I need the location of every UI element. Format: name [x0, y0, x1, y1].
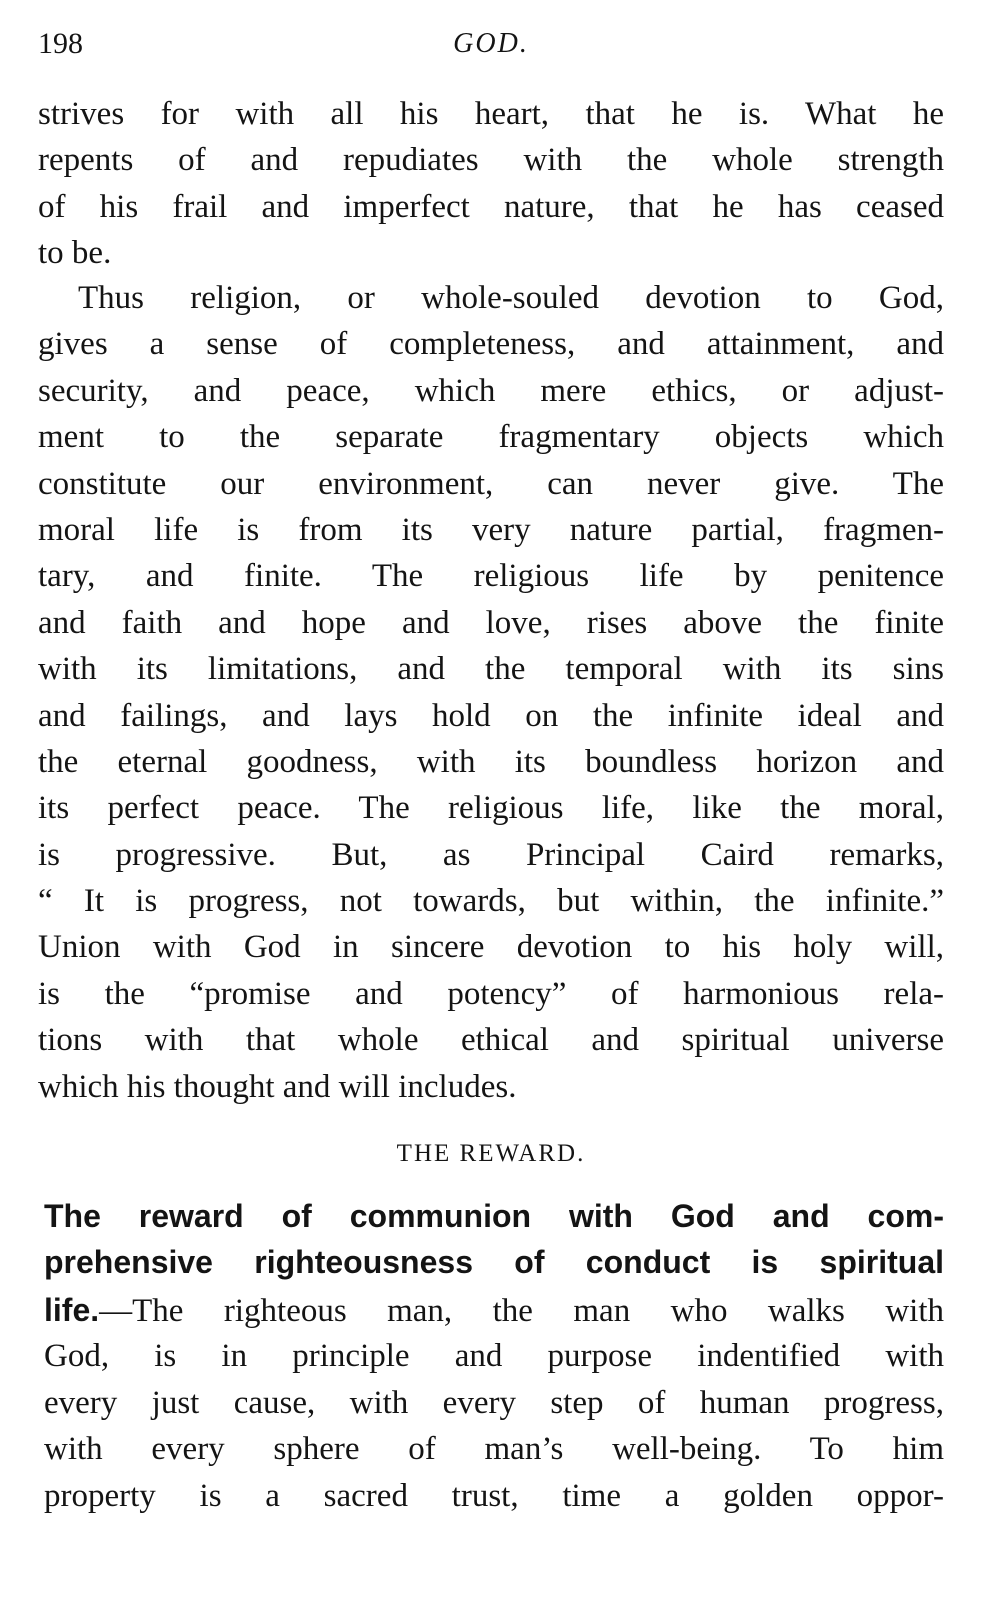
text-line-mixed	[44, 1287, 944, 1333]
text-line: “ It is progress, not towards, but within, the infinite.”	[38, 883, 944, 920]
text-line: is progressive. But, as Principal Caird remarks,	[38, 836, 944, 873]
paragraph-continued	[38, 91, 944, 277]
text-line: its perfect peace. The religious life, like the moral,	[38, 790, 944, 827]
text-line: and failings, and lays hold on the infinite ideal and	[38, 697, 944, 734]
text-line: the eternal goodness, with its boundless horizon and	[38, 743, 944, 780]
text-line: and faith and hope and love, rises above the finite	[38, 604, 944, 641]
paragraph-reward	[44, 1287, 944, 1519]
bold-text-line: prehensive righteousness of conduct is spiritual	[44, 1244, 944, 1281]
text-line: security, and peace, which mere ethics, or adjust-	[38, 372, 944, 409]
text-line: gives a sense of completeness, and attainment, and	[38, 326, 944, 363]
running-title: GOD.	[453, 28, 529, 59]
text-line: God, is in principle and purpose indentified with	[44, 1338, 944, 1375]
text-line: Thus religion, or whole-souled devotion to God,	[78, 280, 944, 316]
text-line: repents of and repudiates with the whole strength	[38, 142, 944, 179]
section-lead-bold	[44, 1193, 944, 1286]
text-line: ment to the separate fragmentary objects which	[38, 419, 944, 456]
text-line: strives for with all his heart, that he is. What he	[38, 96, 944, 132]
text-line: tions with that whole ethical and spiritual universe	[38, 1022, 944, 1059]
text-line: Union with God in sincere devotion to his holy will,	[38, 929, 944, 966]
text-line: of his frail and imperfect nature, that he has ceased	[38, 188, 944, 225]
bold-text-line: The reward of communion with God and com-	[44, 1198, 944, 1234]
section-heading: THE REWARD.	[396, 1140, 586, 1167]
paragraph-religion	[38, 275, 944, 1110]
text-line: with its limitations, and the temporal with its sins	[38, 651, 944, 688]
text-line: which his thought and will includes.	[38, 1068, 517, 1105]
text-line: tary, and finite. The religious life by penitence	[38, 558, 944, 595]
text-line: to be.	[38, 235, 112, 272]
page-number: 198	[38, 27, 83, 60]
text-run: —The righteous man, the man who walks with	[99, 1293, 944, 1329]
bold-run: life.	[44, 1292, 100, 1328]
text-line: constitute our environment, can never give. The	[38, 465, 944, 502]
text-line: every just cause, with every step of human progress,	[44, 1384, 944, 1421]
running-head	[38, 22, 944, 66]
text-line: property is a sacred trust, time a golden oppor-	[44, 1477, 944, 1514]
text-line: is the “promise and potency” of harmonious rela-	[38, 975, 944, 1012]
text-line: moral life is from its very nature partial, fragmen-	[38, 511, 944, 548]
text-line: with every sphere of man’s well-being. To him	[44, 1431, 944, 1468]
